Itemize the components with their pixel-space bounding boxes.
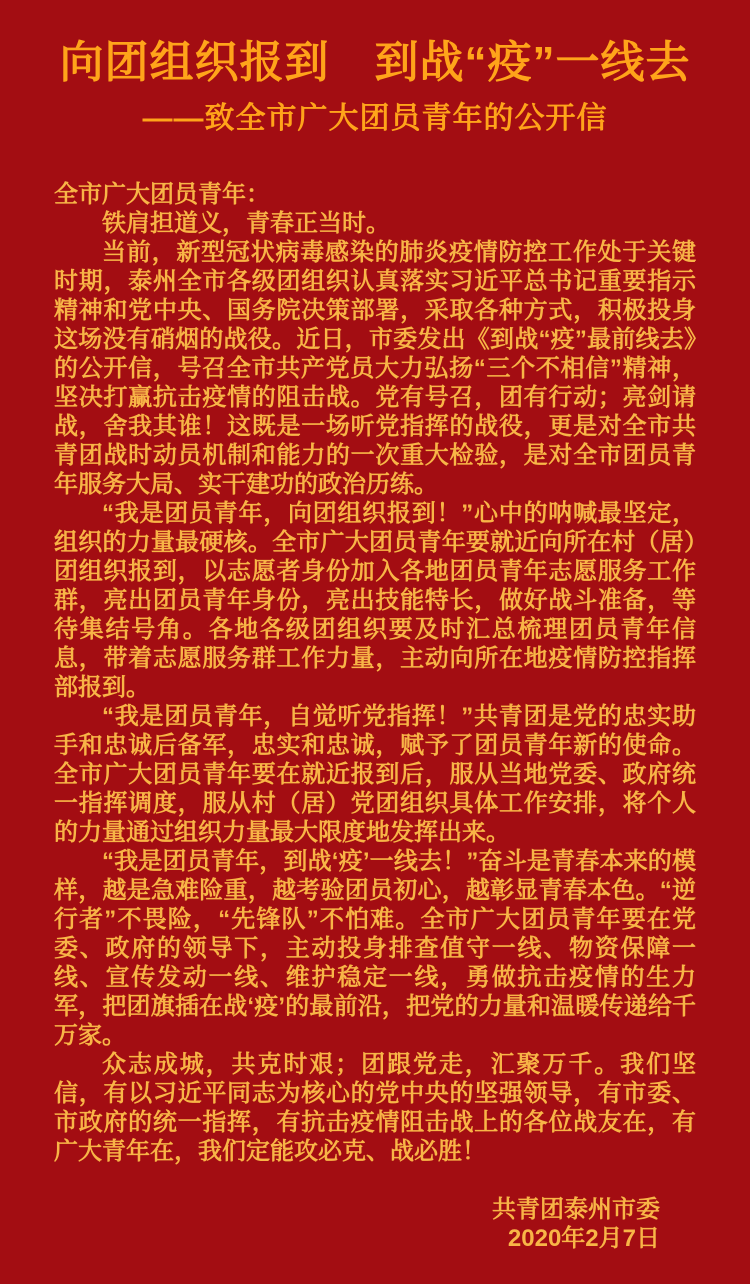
letter-paragraph: “我是团员青年，到战‘疫’一线去！”奋斗是青春本来的模样，越是急难险重，越考验团员初心，越彰显青春本色。“逆行者”不畏险，“先锋队”不怕难。全市广大团员青年要在党委、政府的领导下，主动投身排查值守一线、物资保障一线、宣传发动一线、维护稳定一线，勇做抗击疫情的生力军，把团旗插在战‘疫’的最前沿，把党的力量和温暖传递给千万家。 bbox=[54, 848, 696, 1049]
letter-header bbox=[0, 0, 750, 136]
letter-title: 向团组织报到 到战“疫”一线去 bbox=[59, 38, 691, 87]
signature-org: 共青团泰州市委 bbox=[492, 1196, 660, 1223]
letter-paragraph: 当前，新型冠状病毒感染的肺炎疫情防控工作处于关键时期，泰州全市各级团组织认真落实习近平总书记重要指示精神和党中央、国务院决策部署，采取各种方式，积极投身这场没有硝烟的战役。近日，市委发出《到战“疫”最前线去》的公开信，号召全市共产党员大力弘扬“三个不相信”精神，坚决打赢抗击疫情的阻击战。党有号召，团有行动；亮剑请战，舍我其谁！这既是一场听党指挥的战役，更是对全市共青团战时动员机制和能力的一次重大检验，是对全市团员青年服务大局、实干建功的政治历练。 bbox=[54, 239, 696, 498]
letter-subtitle: ——致全市广大团员青年的公开信 bbox=[142, 102, 608, 135]
letter-paragraph: “我是团员青年，向团组织报到！”心中的呐喊最坚定，组织的力量最硬核。全市广大团员青年要就近向所在村（居）团组织报到，以志愿者身份加入各地团员青年志愿服务工作群，亮出团员青年身份，亮出技能特长，做好战斗准备，等待集结号角。各地各级团组织要及时汇总梳理团员青年信息，带着志愿服务群工作力量，主动向所在地疫情防控指挥部报到。 bbox=[54, 500, 696, 701]
letter-paragraph: “我是团员青年，自觉听党指挥！”共青团是党的忠实助手和忠诚后备军，忠实和忠诚，赋予了团员青年新的使命。全市广大团员青年要在就近报到后，服从当地党委、政府统一指挥调度，服从村（居）党团组织具体工作安排，将个人的力量通过组织力量最大限度地发挥出来。 bbox=[54, 703, 696, 846]
letter-paragraph: 众志成城，共克时艰；团跟党走，汇聚万千。我们坚信，有以习近平同志为核心的党中央的坚强领导，有市委、市政府的统一指挥，有抗击疫情阻击战上的各位战友在，有广大青年在，我们定能攻必克、战必胜！ bbox=[54, 1051, 696, 1165]
signature-date: 2020年2月7日 bbox=[507, 1225, 660, 1252]
salutation: 全市广大团员青年： bbox=[54, 181, 270, 208]
signature-block bbox=[54, 1195, 696, 1253]
letter-paragraph: 铁肩担道义，青春正当时。 bbox=[102, 210, 390, 237]
letter-body bbox=[54, 180, 696, 1253]
